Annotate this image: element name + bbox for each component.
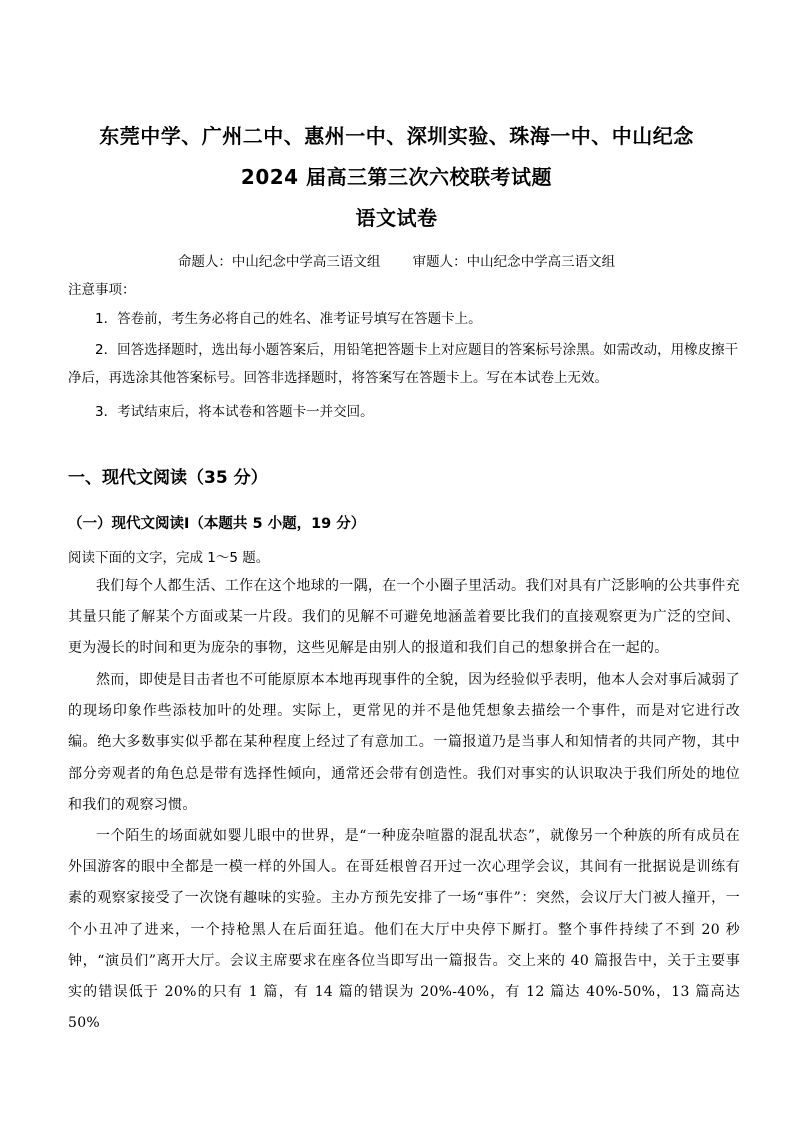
schools-title: 东莞中学、广州二中、惠州一中、深圳实验、珠海一中、中山纪念 [99,124,694,148]
passage-paragraph: 然而，即使是目击者也不可能原原本本地再现事件的全貌，因为经验似乎表明，他本人会对事后减弱了的现场印象作些添枝加叶的处理。实际上，更常见的并不是他凭想象去描绘一个事件，而是对它进行改编。绝大多数事实似乎都在某种程度上经过了有意加工。一篇报道乃是当事人和知情者的共同产物，其中部分旁观者的角色总是带有选择性倾向，通常还会带有创造性。我们对事实的认识取决于我们所处的地位和我们的观察习惯。 [68,672,740,813]
section-heading: 一、现代文阅读（35 分） [68,468,268,488]
notice-heading: 注意事项： [68,282,136,298]
passage-paragraph: 我们每个人都生活、工作在这个地球的一隅，在一个小圈子里活动。我们对具有广泛影响的公共事件充其量只能了解某个方面或某一片段。我们的见解不可避免地涵盖着要比我们的直接观察更为广泛的空间、更为漫长的时间和更为庞杂的事物，这些见解是由别人的报道和我们自己的想象拼合在一起的。 [68,578,740,657]
subject-title: 语文试卷 [355,206,438,230]
reading-instruction: 阅读下面的文字，完成 1～5 题。 [68,550,270,566]
notice-item: 3．考试结束后，将本试卷和答题卡一并交回。 [95,404,374,420]
exam-title: 2024 届高三第三次六校联考试题 [240,165,553,189]
composer-info: 命题人：中山纪念中学高三语文组 [177,254,381,270]
notice-item: 1．答卷前，考生务必将自己的姓名、准考证号填写在答题卡上。 [95,311,482,327]
passage-paragraph: 一个陌生的场面就如婴儿眼中的世界，是“一种庞杂喧嚣的混乱状态”，就像另一个种族的所有成员在外国游客的眼中全都是一模一样的外国人。在哥廷根曾召开过一次心理学会议，其间有一批据说是训练有素的观察家接受了一次饶有趣味的实验。主办方预先安排了一场“事件”：突然，会议厅大门被人撞开，一个小丑冲了进来，一个持枪黑人在后面狂追。他们在大厅中央停下厮打。整个事件持续了不到 20 秒钟，“演员们”离开大厅。会议主席要求在座各位当即写出一篇报告。交上来的 40 篇报告中，关于主要事实的错误低于 20%的只有 1 篇，有 14 篇的错误为 20%-40%，有 12 篇达 40%-50%，13 篇高达 50% [68,828,740,1032]
notice-item: 2．回答选择题时，选出每小题答案后，用铅笔把答题卡上对应题目的答案标号涂黑。如需改动，用橡皮擦干净后，再选涂其他答案标号。回答非选择题时，将答案写在答题卡上。写在本试卷上无效。 [68,342,739,386]
setters-line [0,250,793,270]
reviewer-info: 审题人：中山纪念中学高三语文组 [412,254,616,270]
subsection-heading: （一）现代文阅读Ⅰ（本题共 5 小题，19 分） [68,516,366,532]
